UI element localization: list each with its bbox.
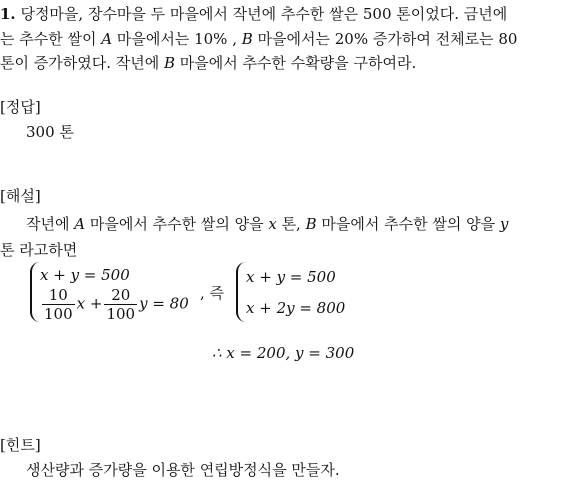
answer-label: [정답] (0, 98, 41, 116)
variable-y: y (499, 215, 509, 233)
solution-text: 작년에 (26, 215, 75, 233)
therefore-result: ∴ x = 200, y = 300 (212, 344, 355, 362)
variable-a: A (101, 30, 113, 48)
problem-text: 마을에서는 10% , (112, 30, 242, 48)
problem-number: 1. (0, 5, 16, 23)
solution-line-2: 톤 라고하면 (0, 241, 78, 259)
problem-text: 톤이 증가하였다. 작년에 (0, 54, 164, 72)
system1-eq1: x + y = 500 (40, 266, 130, 284)
system-separator: , 즉 (200, 284, 225, 302)
variable-b: B (241, 30, 253, 48)
left-brace-1 (30, 262, 40, 322)
answer-value: 300 톤 (26, 123, 74, 141)
fraction-numerator: 10 (42, 286, 75, 305)
problem-text-1: 당정마을, 장수마을 두 마을에서 작년에 추수한 쌀은 500 톤이었다. 금년에 (20, 5, 508, 23)
problem-line-1 (0, 4, 507, 24)
solution-text: 마을에서 추수한 쌀의 양을 (316, 215, 500, 233)
fraction-denominator: 100 (44, 305, 73, 323)
left-brace-2 (236, 262, 246, 322)
solution-line-1 (26, 214, 508, 234)
fraction-10-100 (42, 286, 75, 323)
term-x: x + (76, 294, 103, 313)
solution-text: 톤, (276, 215, 306, 233)
variable-a: A (74, 215, 86, 233)
system2-eq1: x + y = 500 (246, 268, 336, 286)
fraction-20-100 (104, 286, 137, 323)
problem-text: 마을에서 추수한 수확량을 구하여라. (175, 54, 417, 72)
problem-text: 는 추수한 쌀이 (0, 30, 102, 48)
solution-label: [해설] (0, 187, 41, 205)
system1-eq2 (40, 286, 189, 323)
fraction-numerator: 20 (104, 286, 137, 305)
hint-label: [힌트] (0, 436, 41, 454)
fraction-denominator: 100 (106, 305, 136, 323)
problem-line-3 (0, 53, 416, 73)
variable-b: B (163, 54, 176, 72)
problem-text: 마을에서는 20% 증가하여 전체로는 80 (252, 30, 518, 48)
system2-eq2: x + 2y = 800 (246, 299, 346, 317)
problem-line-2 (0, 29, 517, 49)
solution-text: 마을에서 추수한 쌀의 양을 (85, 215, 269, 233)
term-y: y = 80 (139, 294, 189, 313)
variable-x: x (268, 215, 277, 233)
variable-b: B (305, 215, 317, 233)
hint-text: 생산량과 증가량을 이용한 연립방정식을 만들자. (26, 461, 340, 479)
